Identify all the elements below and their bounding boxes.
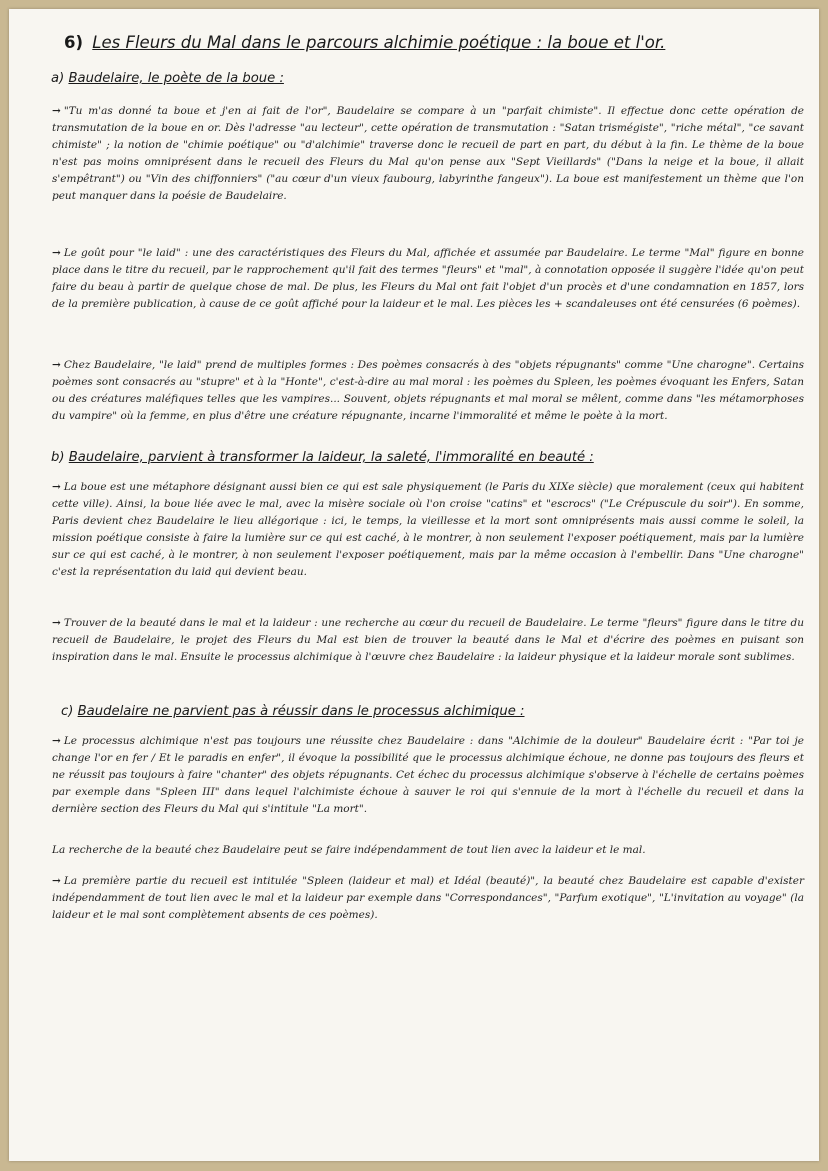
section-a-paragraph-2: → Le goût pour "le laid" : une des caractéristiques des Fleurs du Mal, affichée et assumée par Baudelaire. Le terme "Mal" figure en bonne place dans le titre du recueil, par le rapprochement qu'il fait des termes "fleurs" et "mal", à connotation opposée il suggère l'idée qu'on peut faire du beau à partir de quelque chose de mal. De plus, les Fleurs du Mal ont fait l'objet d'un procès et d'une condamnation en 1857, lors de la première publication, à cause de ce goût affiché pour la laideur et le mal. Les pièces les + scandaleuses ont été censurées (6 poèmes).: [52, 247, 804, 310]
arrow-icon: →: [52, 481, 61, 493]
section-c-heading: c) Baudelaire ne parvient pas à réussir dans le processus alchimique :: [61, 704, 525, 719]
section-c-paragraph-2: La recherche de la beauté chez Baudelaire peut se faire indépendamment de tout lien avec la laideur et le mal.: [52, 844, 646, 856]
section-a-paragraph-3: → Chez Baudelaire, "le laid" prend de multiples formes : Des poèmes consacrés à des "objets répugnants" comme "Une charogne". Certains poèmes sont consacrés au "stupre" et à la "Honte", c'est-à-dire au mal moral : les poèmes du Spleen, les poèmes évoquant les Enfers, Satan ou des créatures maléfiques telles que les vampires... Souvent, objets répugnants et mal moral se mêlent, comme dans "les métamorphoses du vampire" où la femme, en plus d'être une créature répugnante, incarne l'immoralité et même le poète à la mort.: [52, 359, 804, 422]
paper-sheet: [9, 9, 819, 1161]
arrow-icon: →: [52, 105, 61, 117]
section-a-heading: a) Baudelaire, le poète de la boue :: [51, 71, 284, 86]
section-b-heading: b) Baudelaire, parvient à transformer la laideur, la saleté, l'immoralité en beauté :: [51, 450, 594, 465]
page-title: [64, 33, 665, 52]
section-a-paragraph-1: → "Tu m'as donné ta boue et j'en ai fait de l'or", Baudelaire se compare à un "parfait chimiste". Il effectue donc cette opération de transmutation de la boue en or. Dès l'adresse "au lecteur", cette opération de transmutation : "Satan trismégiste", "riche métal", "ce savant chimiste" ; la notion de "chimie poétique" ou "d'alchimie" traverse donc le recueil de part en part, du début à la fin. Le thème de la boue n'est pas moins omniprésent dans le recueil des Fleurs du Mal qu'on pense aux "Sept Vieillards" ("Dans la neige et la boue, il allait s'empêtrant") ou "Vin des chiffonniers" ("au cœur d'un vieux faubourg, labyrinthe fangeux"). La boue est manifestement un thème que l'on peut manquer dans la poésie de Baudelaire.: [52, 105, 804, 202]
section-c-paragraph-1: → Le processus alchimique n'est pas toujours une réussite chez Baudelaire : dans "Alchimie de la douleur" Baudelaire écrit : "Par toi je change l'or en fer / Et le paradis en enfer", il évoque la possibilité que le processus alchimique échoue, ne donne pas toujours des fleurs et ne réussit pas toujours à faire "chanter" des objets répugnants. Cet échec du processus alchimique s'observe à l'échelle de certains poèmes par exemple dans "Spleen III" dans lequel l'alchimiste échoue à sauver le roi qui s'ennuie de la mort à l'échelle du recueil et dans la dernière section des Fleurs du Mal qui s'intitule "La mort".: [52, 735, 804, 815]
arrow-icon: →: [52, 359, 61, 371]
title-text: Les Fleurs du Mal dans le parcours alchimie poétique : la boue et l'or.: [92, 33, 666, 52]
arrow-icon: →: [52, 247, 61, 259]
arrow-icon: →: [52, 875, 61, 887]
title-number: 6): [64, 33, 84, 52]
arrow-icon: →: [52, 617, 61, 629]
section-c-paragraph-3: → La première partie du recueil est intitulée "Spleen (laideur et mal) et Idéal (beauté)", la beauté chez Baudelaire est capable d'exister indépendamment de tout lien avec le mal et la laideur par exemple dans "Correspondances", "Parfum exotique", "L'invitation au voyage" (la laideur et le mal sont complètement absents de ces poèmes).: [52, 875, 804, 921]
section-b-paragraph-2: → Trouver de la beauté dans le mal et la laideur : une recherche au cœur du recueil de Baudelaire. Le terme "fleurs" figure dans le titre du recueil de Baudelaire, le projet des Fleurs du Mal est bien de trouver la beauté dans le Mal et d'écrire des poèmes en puisant son inspiration dans le mal. Ensuite le processus alchimique à l'œuvre chez Baudelaire : la laideur physique et la laideur morale sont sublimes.: [52, 617, 804, 663]
arrow-icon: →: [52, 735, 61, 747]
section-b-paragraph-1: → La boue est une métaphore désignant aussi bien ce qui est sale physiquement (le Paris du XIXe siècle) que moralement (ceux qui habitent cette ville). Ainsi, la boue liée avec le mal, avec la misère sociale où l'on croise "catins" et "escrocs" ("Le Crépuscule du soir"). En somme, Paris devient chez Baudelaire le lieu allégorique : ici, le temps, la vieillesse et la mort sont omniprésents mais aussi comme le soleil, la mission poétique consiste à faire la lumière sur ce qui est caché, à le montrer, à non seulement l'exposer poétiquement, mais par la lumière sur ce qui est caché, à le montrer, à non seulement l'exposer poétiquement, mais par la même occasion à l'embellir. Dans "Une charogne" c'est la représentation du laid qui devient beau.: [52, 481, 804, 578]
